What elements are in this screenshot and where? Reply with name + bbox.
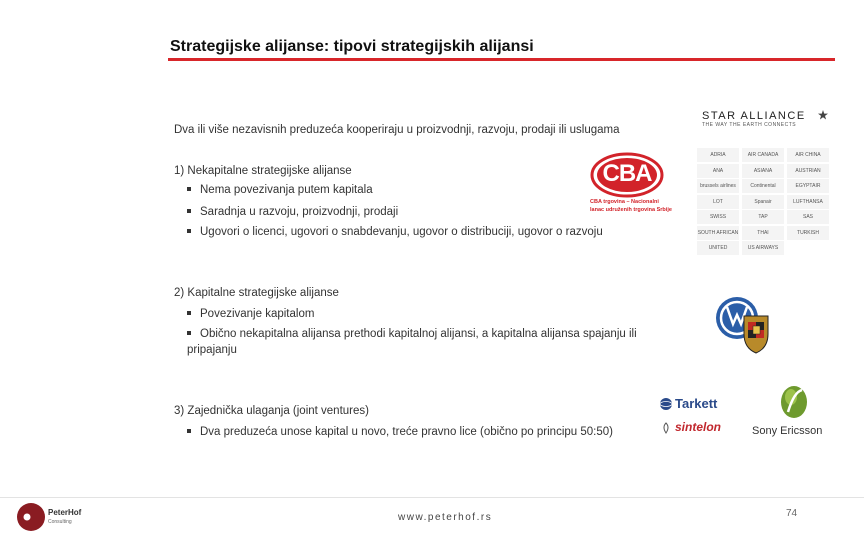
section-3-bullet (187, 426, 613, 438)
section-2-heading: 2) Kapitalne strategijske alijanse (174, 287, 339, 299)
airline-logo: UNITED (697, 241, 739, 255)
airline-logo: EGYPTAIR (787, 179, 829, 193)
star-alliance-members-grid (697, 148, 829, 260)
sintelon-wordmark: sintelon (675, 420, 722, 434)
slide-title: Strategijske alijanse: tipovi strategijskih alijansi (170, 38, 534, 55)
section-1-bullet (187, 184, 373, 196)
intro-text: Dva ili više nezavisnih preduzeća kooperiraju u proizvodnji, razvoju, prodaji ili uslugama (174, 124, 620, 136)
airline-logo: LUFTHANSA (787, 195, 829, 209)
airline-logo: THAI (742, 226, 784, 240)
tarkett-wordmark: Tarkett (675, 396, 718, 411)
section-1-bullet (187, 226, 603, 238)
airline-logo: AUSTRIAN (787, 164, 829, 178)
sintelon-leaf-icon (661, 422, 671, 434)
airline-logo: ADRIA (697, 148, 739, 162)
page-number: 74 (786, 508, 798, 519)
star-icon (818, 110, 828, 120)
airline-logo: Continental (742, 179, 784, 193)
footer-url[interactable]: www.peterhof.rs (398, 512, 493, 523)
footer-divider (0, 497, 864, 498)
bullet-text: Obično nekapitalna alijansa prethodi kapitalnoj alijansi, a kapitalna alijansa spajanju ili pripajanju (187, 328, 637, 356)
bullet-marker (187, 311, 191, 315)
airline-logo (787, 241, 829, 255)
peterhof-logo (16, 502, 96, 532)
airline-logo: US AIRWAYS (742, 241, 784, 255)
title-underline (168, 58, 835, 61)
vw-porsche-logos (715, 296, 775, 356)
peterhof-emblem-icon (16, 502, 46, 532)
sony-ericsson-wordmark: Sony Ericsson (752, 425, 823, 437)
airline-logo: TURKISH (787, 226, 829, 240)
cba-caption: CBA trgovina – Nacionalni (590, 199, 659, 205)
section-2-bullet (187, 326, 657, 358)
bullet-text: Ugovori o licenci, ugovori o snabdevanju, ugovor o distribuciji, ugovor o razvoju (200, 226, 603, 238)
bullet-marker (187, 331, 191, 335)
sony-ericsson-logo (752, 384, 836, 440)
bullet-text: Saradnja u razvoju, proizvodnji, prodaji (200, 206, 399, 218)
section-1-bullet (187, 206, 398, 218)
section-3-heading: 3) Zajednička ulaganja (joint ventures) (174, 405, 369, 417)
bullet-marker (187, 209, 191, 213)
cba-caption: lanac udruženih trgovina Srbije (590, 207, 672, 213)
sony-ericsson-orb-icon (778, 384, 810, 420)
airline-logo: AIR CHINA (787, 148, 829, 162)
airline-logo: brussels airlines (697, 179, 739, 193)
airline-logo: TAP (742, 210, 784, 224)
airline-logo: LOT (697, 195, 739, 209)
airline-logo: ASIANA (742, 164, 784, 178)
bullet-marker (187, 429, 191, 433)
bullet-text: Nema povezivanja putem kapitala (200, 184, 373, 196)
porsche-crest-icon (744, 316, 768, 353)
tarkett-globe-icon (659, 397, 673, 411)
airline-logo: Spanair (742, 195, 784, 209)
bullet-text: Povezivanje kapitalom (200, 308, 315, 320)
peterhof-name: PeterHof (48, 508, 82, 517)
airline-logo: SWISS (697, 210, 739, 224)
cba-wordmark: CBA (602, 160, 652, 187)
peterhof-subtitle: Consulting (48, 519, 72, 525)
bullet-marker (187, 229, 191, 233)
airline-logo: SAS (787, 210, 829, 224)
airline-logo: ANA (697, 164, 739, 178)
star-alliance-name: STAR ALLIANCE (702, 110, 806, 122)
bullet-marker (187, 187, 191, 191)
airline-logo: AIR CANADA (742, 148, 784, 162)
star-alliance-logo (702, 110, 832, 128)
airline-logo: SOUTH AFRICAN (697, 226, 739, 240)
star-alliance-tagline: THE WAY THE EARTH CONNECTS (702, 122, 797, 128)
section-1-heading: 1) Nekapitalne strategijske alijanse (174, 165, 352, 177)
section-2-bullet (187, 308, 314, 320)
bullet-text: Dva preduzeća unose kapital u novo, treće pravno lice (obično po principu 50:50) (200, 426, 613, 438)
cba-logo (590, 152, 680, 216)
